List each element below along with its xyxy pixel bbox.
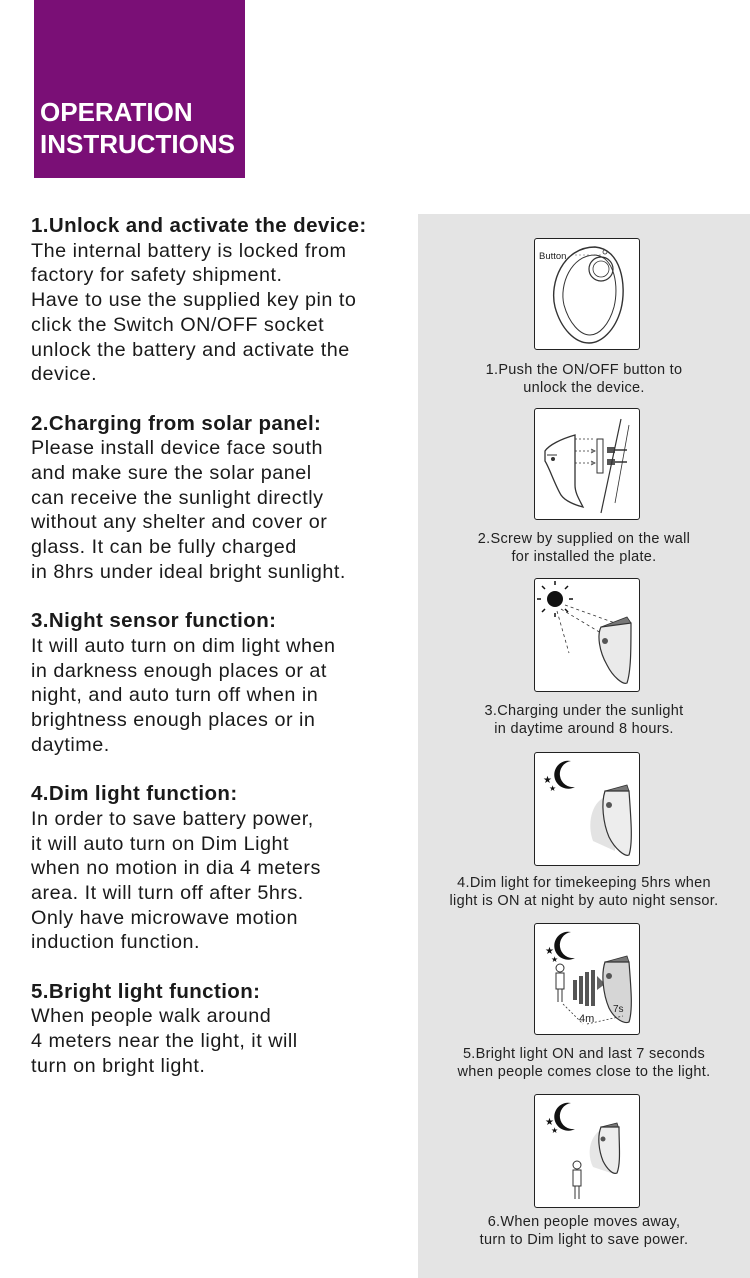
section-heading: 2.Charging from solar panel: (31, 411, 322, 435)
step-3-illustration (534, 578, 640, 692)
section-heading: 4.Dim light function: (31, 782, 238, 806)
svg-text:★: ★ (551, 955, 559, 964)
section-line: Have to use the supplied key pin to (31, 289, 357, 312)
step-1-illustration (534, 238, 640, 350)
section-line: factory for safety shipment. (31, 264, 283, 287)
distance-label: 4m (579, 1013, 595, 1025)
section-line: night, and auto turn off when in (31, 684, 319, 707)
section-line: Only have microwave motion (31, 906, 298, 929)
caption-line: 5.Bright light ON and last 7 seconds (462, 1046, 706, 1062)
section-line: area. It will turn off after 5hrs. (31, 881, 304, 904)
sun-charging-icon (535, 579, 639, 691)
section-bright-light (31, 980, 411, 1079)
section-line: device. (31, 363, 98, 386)
section-heading: 3.Night sensor function: (31, 609, 277, 633)
caption-line: 1.Push the ON/OFF button to (485, 362, 683, 378)
step-2-caption (418, 530, 750, 566)
section-line: can receive the sunlight directly (31, 486, 324, 509)
section-line: When people walk around (31, 1005, 272, 1028)
svg-text:★: ★ (545, 1117, 554, 1128)
illustration-panel (418, 214, 750, 1278)
section-line: The internal battery is locked from (31, 239, 347, 262)
section-line: in 8hrs under ideal bright sunlight. (31, 560, 346, 583)
svg-text:★: ★ (551, 1126, 559, 1135)
section-heading: 5.Bright light function: (31, 979, 261, 1003)
caption-line: light is ON at night by auto night sensor. (449, 893, 719, 909)
section-line: when no motion in dia 4 meters (31, 857, 321, 880)
section-line: unlock the battery and activate the (31, 338, 350, 361)
page-title-line-2: INSTRUCTIONS (40, 129, 235, 159)
section-line: brightness enough places or in (31, 709, 316, 732)
title-banner (34, 0, 245, 178)
wall-mount-screw-icon (535, 409, 639, 519)
step-6-illustration (534, 1094, 640, 1208)
button-callout-label: Button (539, 251, 567, 262)
caption-line: turn to Dim light to save power. (479, 1232, 689, 1248)
caption-line: 2.Screw by supplied on the wall (477, 531, 691, 547)
section-line: Please install device face south (31, 437, 324, 460)
step-1-caption (418, 361, 750, 397)
step-2-illustration (534, 408, 640, 520)
section-line: and make sure the solar panel (31, 462, 312, 485)
person-bright-light-icon (535, 924, 639, 1034)
section-line: click the Switch ON/OFF socket (31, 313, 325, 336)
svg-text:★: ★ (543, 775, 552, 786)
step-5-illustration (534, 923, 640, 1035)
section-line: 4 meters near the light, it will (31, 1030, 298, 1053)
step-4-illustration (534, 752, 640, 866)
instruction-text-column (31, 214, 411, 1103)
caption-line: unlock the device. (523, 380, 645, 396)
section-line: induction function. (31, 931, 200, 954)
caption-line: when people comes close to the light. (457, 1064, 711, 1080)
person-walk-away-icon (535, 1095, 639, 1207)
moon-dim-light-icon (535, 753, 639, 865)
step-3-caption (418, 702, 750, 738)
caption-line: in daytime around 8 hours. (494, 721, 674, 737)
svg-text:★: ★ (549, 784, 557, 793)
caption-line: 4.Dim light for timekeeping 5hrs when (457, 875, 711, 891)
caption-line: 3.Charging under the sunlight (484, 703, 684, 719)
section-charging (31, 412, 411, 585)
page-title-line-1: OPERATION (40, 97, 193, 127)
step-5-caption (418, 1045, 750, 1081)
section-line: it will auto turn on Dim Light (31, 832, 289, 855)
section-dim-light (31, 782, 411, 955)
section-line: It will auto turn on dim light when (31, 634, 336, 657)
section-line: without any shelter and cover or (31, 511, 328, 534)
section-line: daytime. (31, 733, 110, 756)
caption-line: for installed the plate. (511, 549, 657, 565)
step-6-caption (418, 1213, 750, 1249)
section-line: In order to save battery power, (31, 807, 314, 830)
svg-text:★: ★ (545, 946, 554, 957)
section-heading: 1.Unlock and activate the device: (31, 214, 367, 237)
unlock-button-icon (535, 239, 639, 349)
section-line: turn on bright light. (31, 1054, 206, 1077)
section-unlock (31, 214, 411, 387)
section-line: in darkness enough places or at (31, 659, 327, 682)
time-label: 7s (613, 1004, 624, 1015)
page-title (40, 96, 235, 160)
caption-line: 6.When people moves away, (487, 1214, 681, 1230)
section-night-sensor (31, 609, 411, 757)
step-4-caption (418, 874, 750, 910)
section-line: glass. It can be fully charged (31, 536, 297, 559)
